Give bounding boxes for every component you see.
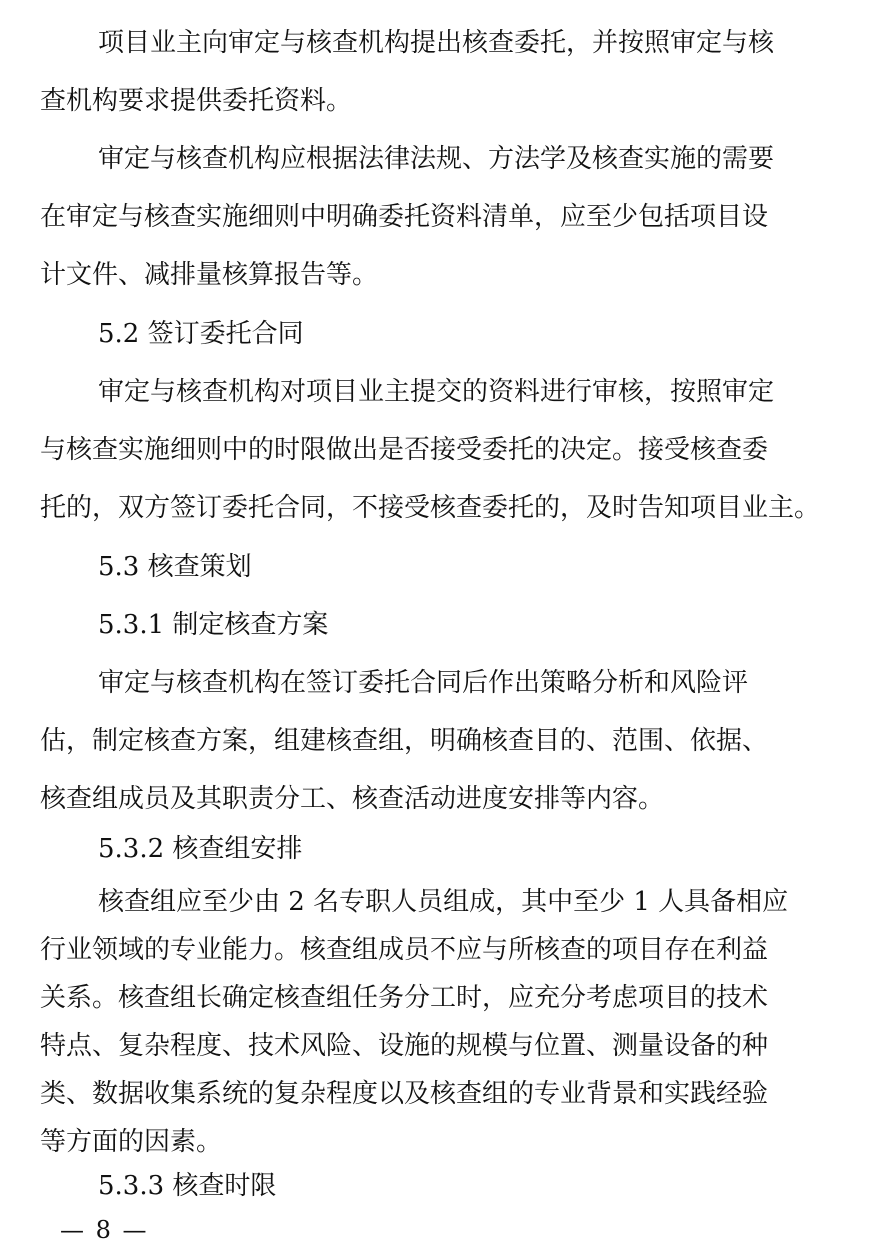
- section-heading-5-3-2: 5.3.2 核查组安排: [98, 834, 303, 864]
- section-heading-5-3-3: 5.3.3 核查时限: [98, 1171, 277, 1201]
- paragraph-line: 项目业主向审定与核查机构提出核查委托，并按照审定与核: [98, 28, 775, 58]
- section-heading-5-2: 5.2 签订委托合同: [98, 319, 304, 349]
- paragraph-line: 行业领域的专业能力。核查组成员不应与所核查的项目存在利益: [40, 935, 769, 965]
- paragraph-line: 审定与核查机构对项目业主提交的资料进行审核，按照审定: [98, 377, 775, 407]
- paragraph-line: 特点、复杂程度、技术风险、设施的规模与位置、测量设备的种: [40, 1031, 769, 1061]
- paragraph-line: 估，制定核查方案，组建核查组，明确核查目的、范围、依据、: [40, 726, 769, 756]
- paragraph-line: 托的，双方签订委托合同，不接受核查委托的，及时告知项目业主。: [40, 493, 821, 523]
- paragraph-line: 在审定与核查实施细则中明确委托资料清单，应至少包括项目设: [40, 202, 769, 232]
- section-heading-5-3: 5.3 核查策划: [98, 552, 252, 582]
- paragraph-line: 关系。核查组长确定核查组任务分工时，应充分考虑项目的技术: [40, 983, 769, 1013]
- page-number: — 8 —: [60, 1216, 149, 1244]
- paragraph-line: 查机构要求提供委托资料。: [40, 86, 353, 116]
- paragraph-line: 核查组成员及其职责分工、核查活动进度安排等内容。: [40, 784, 665, 814]
- paragraph-line: 等方面的因素。: [40, 1127, 223, 1157]
- paragraph-line: 核查组应至少由 2 名专职人员组成，其中至少 1 人具备相应: [98, 887, 789, 917]
- paragraph-line: 审定与核查机构在签订委托合同后作出策略分析和风险评: [98, 668, 749, 698]
- paragraph-line: 审定与核查机构应根据法律法规、方法学及核查实施的需要: [98, 144, 775, 174]
- paragraph-line: 类、数据收集系统的复杂程度以及核查组的专业背景和实践经验: [40, 1079, 769, 1109]
- paragraph-line: 与核查实施细则中的时限做出是否接受委托的决定。接受核查委: [40, 435, 769, 465]
- paragraph-line: 计文件、减排量核算报告等。: [40, 260, 379, 290]
- section-heading-5-3-1: 5.3.1 制定核查方案: [98, 610, 329, 640]
